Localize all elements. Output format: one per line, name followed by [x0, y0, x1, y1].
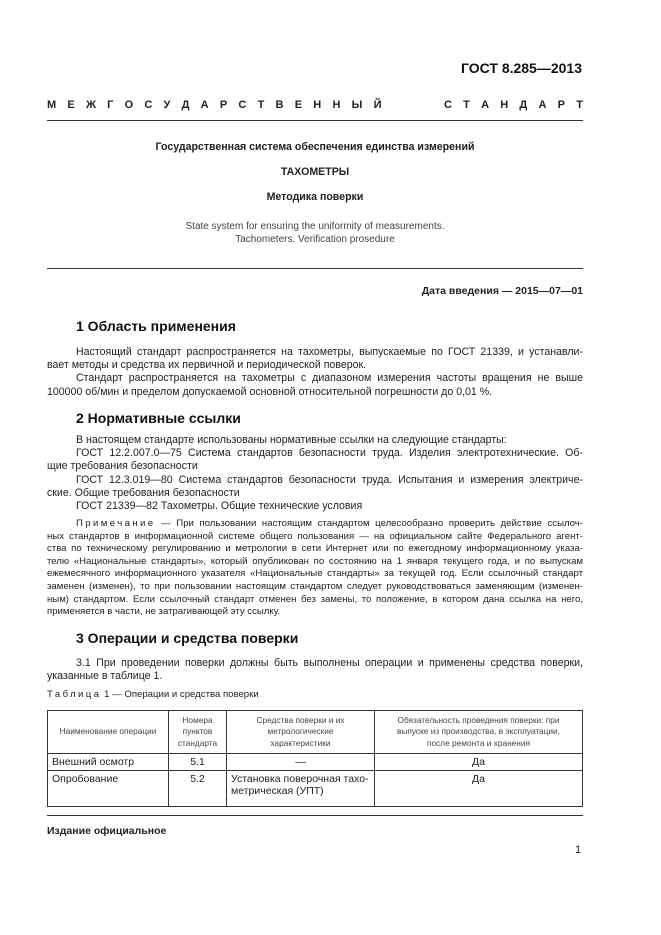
english-title-2: Tachometers. Verification prosedure [235, 234, 395, 245]
table-row [48, 771, 583, 807]
page-number: 1 [575, 844, 582, 856]
table-cell: Внешний осмотр [48, 754, 169, 771]
text-line: Настоящий стандарт распространяется на тахометры, выпускаемые по ГОСТ 21339, и устанавли- [76, 346, 583, 358]
text-line: указанные в таблице 1. [47, 670, 163, 683]
section-3-body [47, 657, 583, 683]
heading-letter: Й [373, 99, 382, 111]
section-2-body [47, 434, 583, 513]
note-line: ным) стандартом. Если ссылочный стандарт отменен без замены, то положение, в котором дана ссылка на него, [47, 593, 583, 605]
table-cell: 5.1 [169, 754, 227, 771]
heading-letter: Р [219, 99, 228, 111]
heading-letter: Т [576, 99, 583, 111]
system-title: Государственная система обеспечения единства измерений [155, 141, 475, 153]
english-title-1: State system for ensuring the uniformity of measurements. [185, 221, 445, 232]
standard-designation: ГОСТ 8.285—2013 [460, 60, 582, 76]
heading-letter: Н [332, 99, 341, 111]
note-line: телю «Национальные стандарты», который опубликован по состоянию на 1 января текущего года, и по выпускам [47, 555, 583, 567]
heading-letter: Д [181, 99, 190, 111]
table-row [48, 754, 583, 771]
heading-letter: С [144, 99, 153, 111]
table-caption [47, 689, 259, 700]
section-2-heading: 2 Нормативные ссылки [76, 410, 241, 426]
heading-letter: Т [257, 99, 265, 111]
table-cell: — [227, 754, 375, 771]
text-line: вает методы и средства их первичной и периодической поверок. [47, 359, 367, 372]
table-cell: 5.2 [169, 771, 227, 807]
text-line: В настоящем стандарте использованы нормативные ссылки на следующие стандарты: [76, 434, 507, 446]
text-line: ГОСТ 21339—82 Тахометры. Общие технические условия [76, 500, 363, 513]
text-line: 100000 об/мин и пределом допускаемой основной относительной погрешности до 0,01 %. [47, 385, 493, 398]
text-line: Стандарт распространяется на тахометры с диапазоном измерения частоты вращения не выше [76, 372, 583, 385]
heading-letter: Т [463, 99, 470, 111]
heading-letter: Н [313, 99, 322, 111]
heading-letter: А [200, 99, 209, 111]
text-line: щие требования безопасности [47, 460, 198, 473]
letter-gap [393, 99, 433, 111]
note-line: ежемесячного информационного указателя «Национальные стандарты» за текущей год. Если ссылочный стандарт [47, 568, 583, 580]
column-header: Наименование операции [48, 711, 169, 754]
column-header: Средства поверки и их метрологические характеристики [227, 711, 375, 754]
heading-letter: У [163, 99, 171, 111]
table-cell: Установка поверочная тахо-метрическая (УПТ) [227, 771, 375, 807]
note-line [47, 518, 583, 531]
section-1-body [47, 346, 583, 399]
section-1-heading: 1 Область применения [76, 318, 236, 334]
introduction-date: Дата введения — 2015—07—01 [421, 285, 583, 297]
divider [47, 268, 583, 269]
column-header: Номера пунктов стандарта [169, 711, 227, 754]
heading-letter: А [538, 99, 547, 111]
heading-letter: С [443, 99, 452, 111]
text-line: ГОСТ 12.2.007.0—75 Система стандартов безопасности труда. Изделия электротехнические. Об- [76, 447, 583, 460]
table-cell: Да [375, 771, 583, 807]
heading-letter: Ы [351, 99, 363, 111]
note-line: применяется в части, не затрагивающей эту ссылку. [47, 606, 281, 618]
divider [47, 815, 583, 816]
heading-letter: О [124, 99, 134, 111]
heading-letter: С [238, 99, 247, 111]
document-subtitle: Методика поверки [266, 191, 364, 203]
operations-table [47, 710, 583, 807]
note-text: — При пользовании настоящим стандартом целесообразно проверить действие ссылоч- [161, 518, 583, 529]
heading-letter: Е [67, 99, 75, 111]
table-header-row [48, 711, 583, 754]
heading-letter: А [481, 99, 490, 111]
column-header: Обязательность проведения поверки: при выпуске из производства, в эксплуатации, после ремонта и хранения [375, 711, 583, 754]
heading-letter: М [47, 99, 57, 111]
table-caption-text: 1 — Операции и средства поверки [104, 689, 259, 700]
section-3-heading: 3 Операции и средства поверки [76, 630, 299, 646]
heading-letter: Р [557, 99, 565, 111]
heading-letter: Н [500, 99, 509, 111]
text-line: ские. Общие требования безопасности [47, 486, 240, 499]
table-cell: Опробование [48, 771, 169, 807]
text-line: ГОСТ 12.3.019—80 Система стандартов безопасности труда. Испытания и измерения электриче- [76, 473, 583, 486]
edition-label: Издание официальное [47, 825, 167, 837]
heading-letter: Ж [85, 99, 96, 111]
heading-letter: Е [294, 99, 303, 111]
note-label: Примечание [76, 518, 156, 529]
note-line: ных стандартов в информационной системе общего пользования — на официальном сайте Федерального агент- [47, 530, 583, 542]
table-cell: Да [375, 754, 583, 771]
text-line: 3.1 При проведении поверки должны быть выполнены операции и применены средства поверки, [76, 657, 583, 669]
heading-letter: Г [107, 99, 114, 111]
standard-type-heading [47, 99, 583, 111]
heading-letter: Д [519, 99, 528, 111]
note [47, 518, 583, 619]
note-line: заменен (изменен), то при пользовании настоящим стандартом следует руководствоваться заменяющим (изменен- [47, 580, 583, 592]
document-name: ТАХОМЕТРЫ [280, 166, 350, 178]
divider [47, 120, 583, 121]
heading-letter: В [275, 99, 284, 111]
table-caption-label: Таблица [47, 689, 102, 700]
note-line: ства по техническому регулированию и метрологии в сети Интернет или по ежегодному информационному указа- [47, 543, 583, 555]
